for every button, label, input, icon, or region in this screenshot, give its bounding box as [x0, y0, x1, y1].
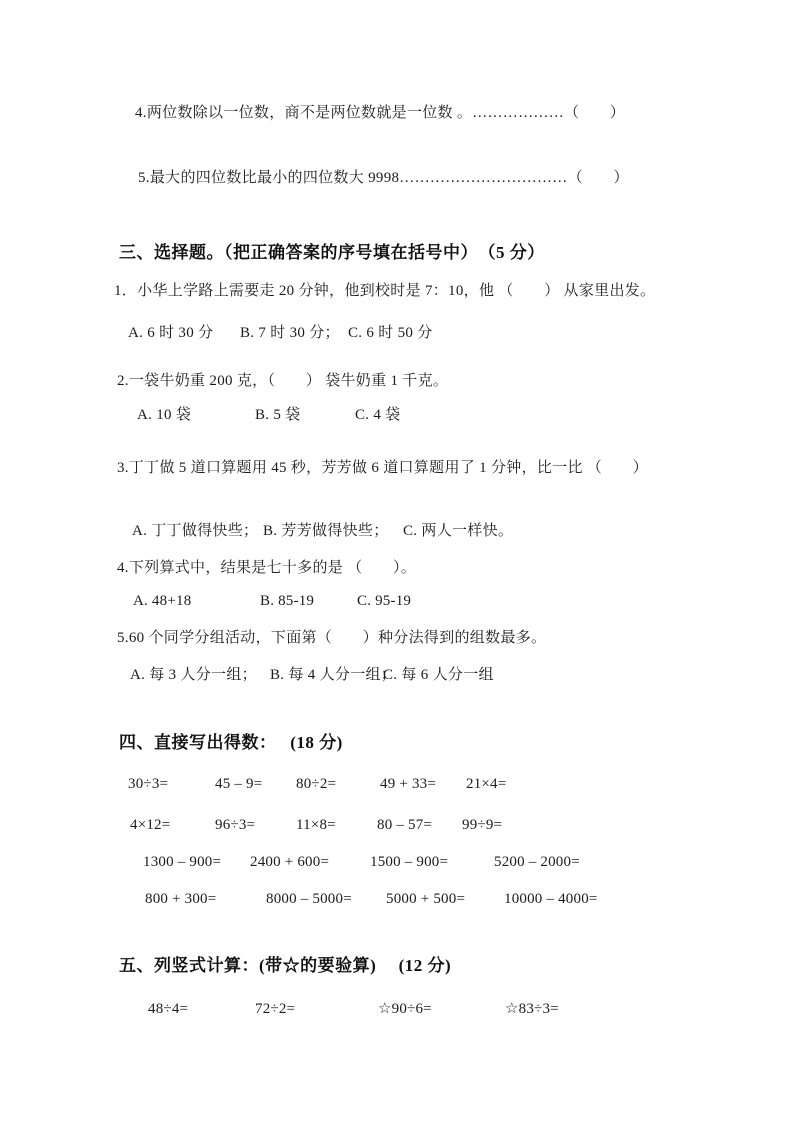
choice-q3-option-b: B. 芳芳做得快些；	[263, 523, 389, 539]
choice-q1-option-a: A. 6 时 30 分	[128, 325, 214, 341]
mental-problem: 800 + 300=	[145, 891, 217, 907]
mental-problem: 1500 – 900=	[370, 854, 449, 870]
choice-q3-option-a: A. 丁丁做得快些；	[132, 523, 259, 539]
mental-problem: 5200 – 2000=	[494, 854, 580, 870]
mental-problem: 99÷9=	[462, 817, 503, 833]
mental-problem: 1300 – 900=	[143, 854, 222, 870]
choice-q2-stem: 2.一袋牛奶重 200 克，（ ） 袋牛奶重 1 千克。	[117, 373, 449, 389]
mental-problem: 30÷3=	[128, 776, 169, 792]
mental-problem: 80 – 57=	[377, 817, 433, 833]
choice-q2-option-b: B. 5 袋	[255, 407, 301, 423]
mental-problem: 96÷3=	[215, 817, 256, 833]
mental-section-heading: 四、直接写出得数： (18 分)	[119, 733, 343, 752]
choice-q1-stem: 1．小华上学路上需要走 20 分钟，他到校时是 7：10，他 （ ） 从家里出发。	[114, 283, 656, 299]
mental-problem: 4×12=	[130, 817, 171, 833]
choice-q3-option-c: C. 两人一样快。	[403, 523, 514, 539]
choice-q4-stem: 4.下列算式中，结果是七十多的是 （ ）。	[117, 560, 417, 576]
choice-q2-option-c: C. 4 袋	[355, 407, 401, 423]
choice-q5-option-b: B. 每 4 人分一组；	[270, 667, 397, 683]
choice-section-heading: 三、选择题。（把正确答案的序号填在括号中） （5 分）	[119, 243, 545, 262]
vertical-problem: ☆83÷3=	[505, 1001, 559, 1017]
mental-problem: 80÷2=	[296, 776, 337, 792]
choice-q4-option-a: A. 48+18	[133, 593, 192, 609]
vertical-problem: ☆90÷6=	[378, 1001, 432, 1017]
choice-q4-option-b: B. 85-19	[260, 593, 315, 609]
choice-q5-option-c: C. 每 6 人分一组	[383, 667, 494, 683]
choice-q1-option-b: B. 7 时 30 分；	[240, 325, 340, 341]
vertical-problem: 72÷2=	[255, 1001, 296, 1017]
mental-problem: 45 – 9=	[215, 776, 263, 792]
choice-q5-option-a: A. 每 3 人分一组；	[130, 667, 257, 683]
choice-q2-option-a: A. 10 袋	[137, 407, 192, 423]
choice-q5-stem: 5.60 个同学分组活动，下面第（ ）种分法得到的组数最多。	[117, 630, 547, 646]
vertical-problem: 48÷4=	[148, 1001, 189, 1017]
mental-problem: 2400 + 600=	[250, 854, 330, 870]
mental-problem: 5000 + 500=	[386, 891, 466, 907]
judge-item-4: 4.两位数除以一位数，商不是两位数就是一位数 。………………（ ）	[135, 105, 626, 121]
choice-q3-stem: 3.丁丁做 5 道口算题用 45 秒，芳芳做 6 道口算题用了 1 分钟，比一比 （ ）	[117, 460, 649, 476]
vertical-section-heading: 五、列竖式计算：(带☆的要验算) (12 分)	[119, 956, 452, 975]
choice-q1-option-c: C. 6 时 50 分	[348, 325, 433, 341]
mental-problem: 49 + 33=	[380, 776, 437, 792]
judge-item-5: 5.最大的四位数比最小的四位数大 9998……………………………（ ）	[138, 170, 629, 186]
mental-problem: 11×8=	[296, 817, 336, 833]
mental-problem: 8000 – 5000=	[266, 891, 352, 907]
mental-problem: 10000 – 4000=	[504, 891, 598, 907]
mental-problem: 21×4=	[466, 776, 507, 792]
choice-q4-option-c: C. 95-19	[357, 593, 412, 609]
